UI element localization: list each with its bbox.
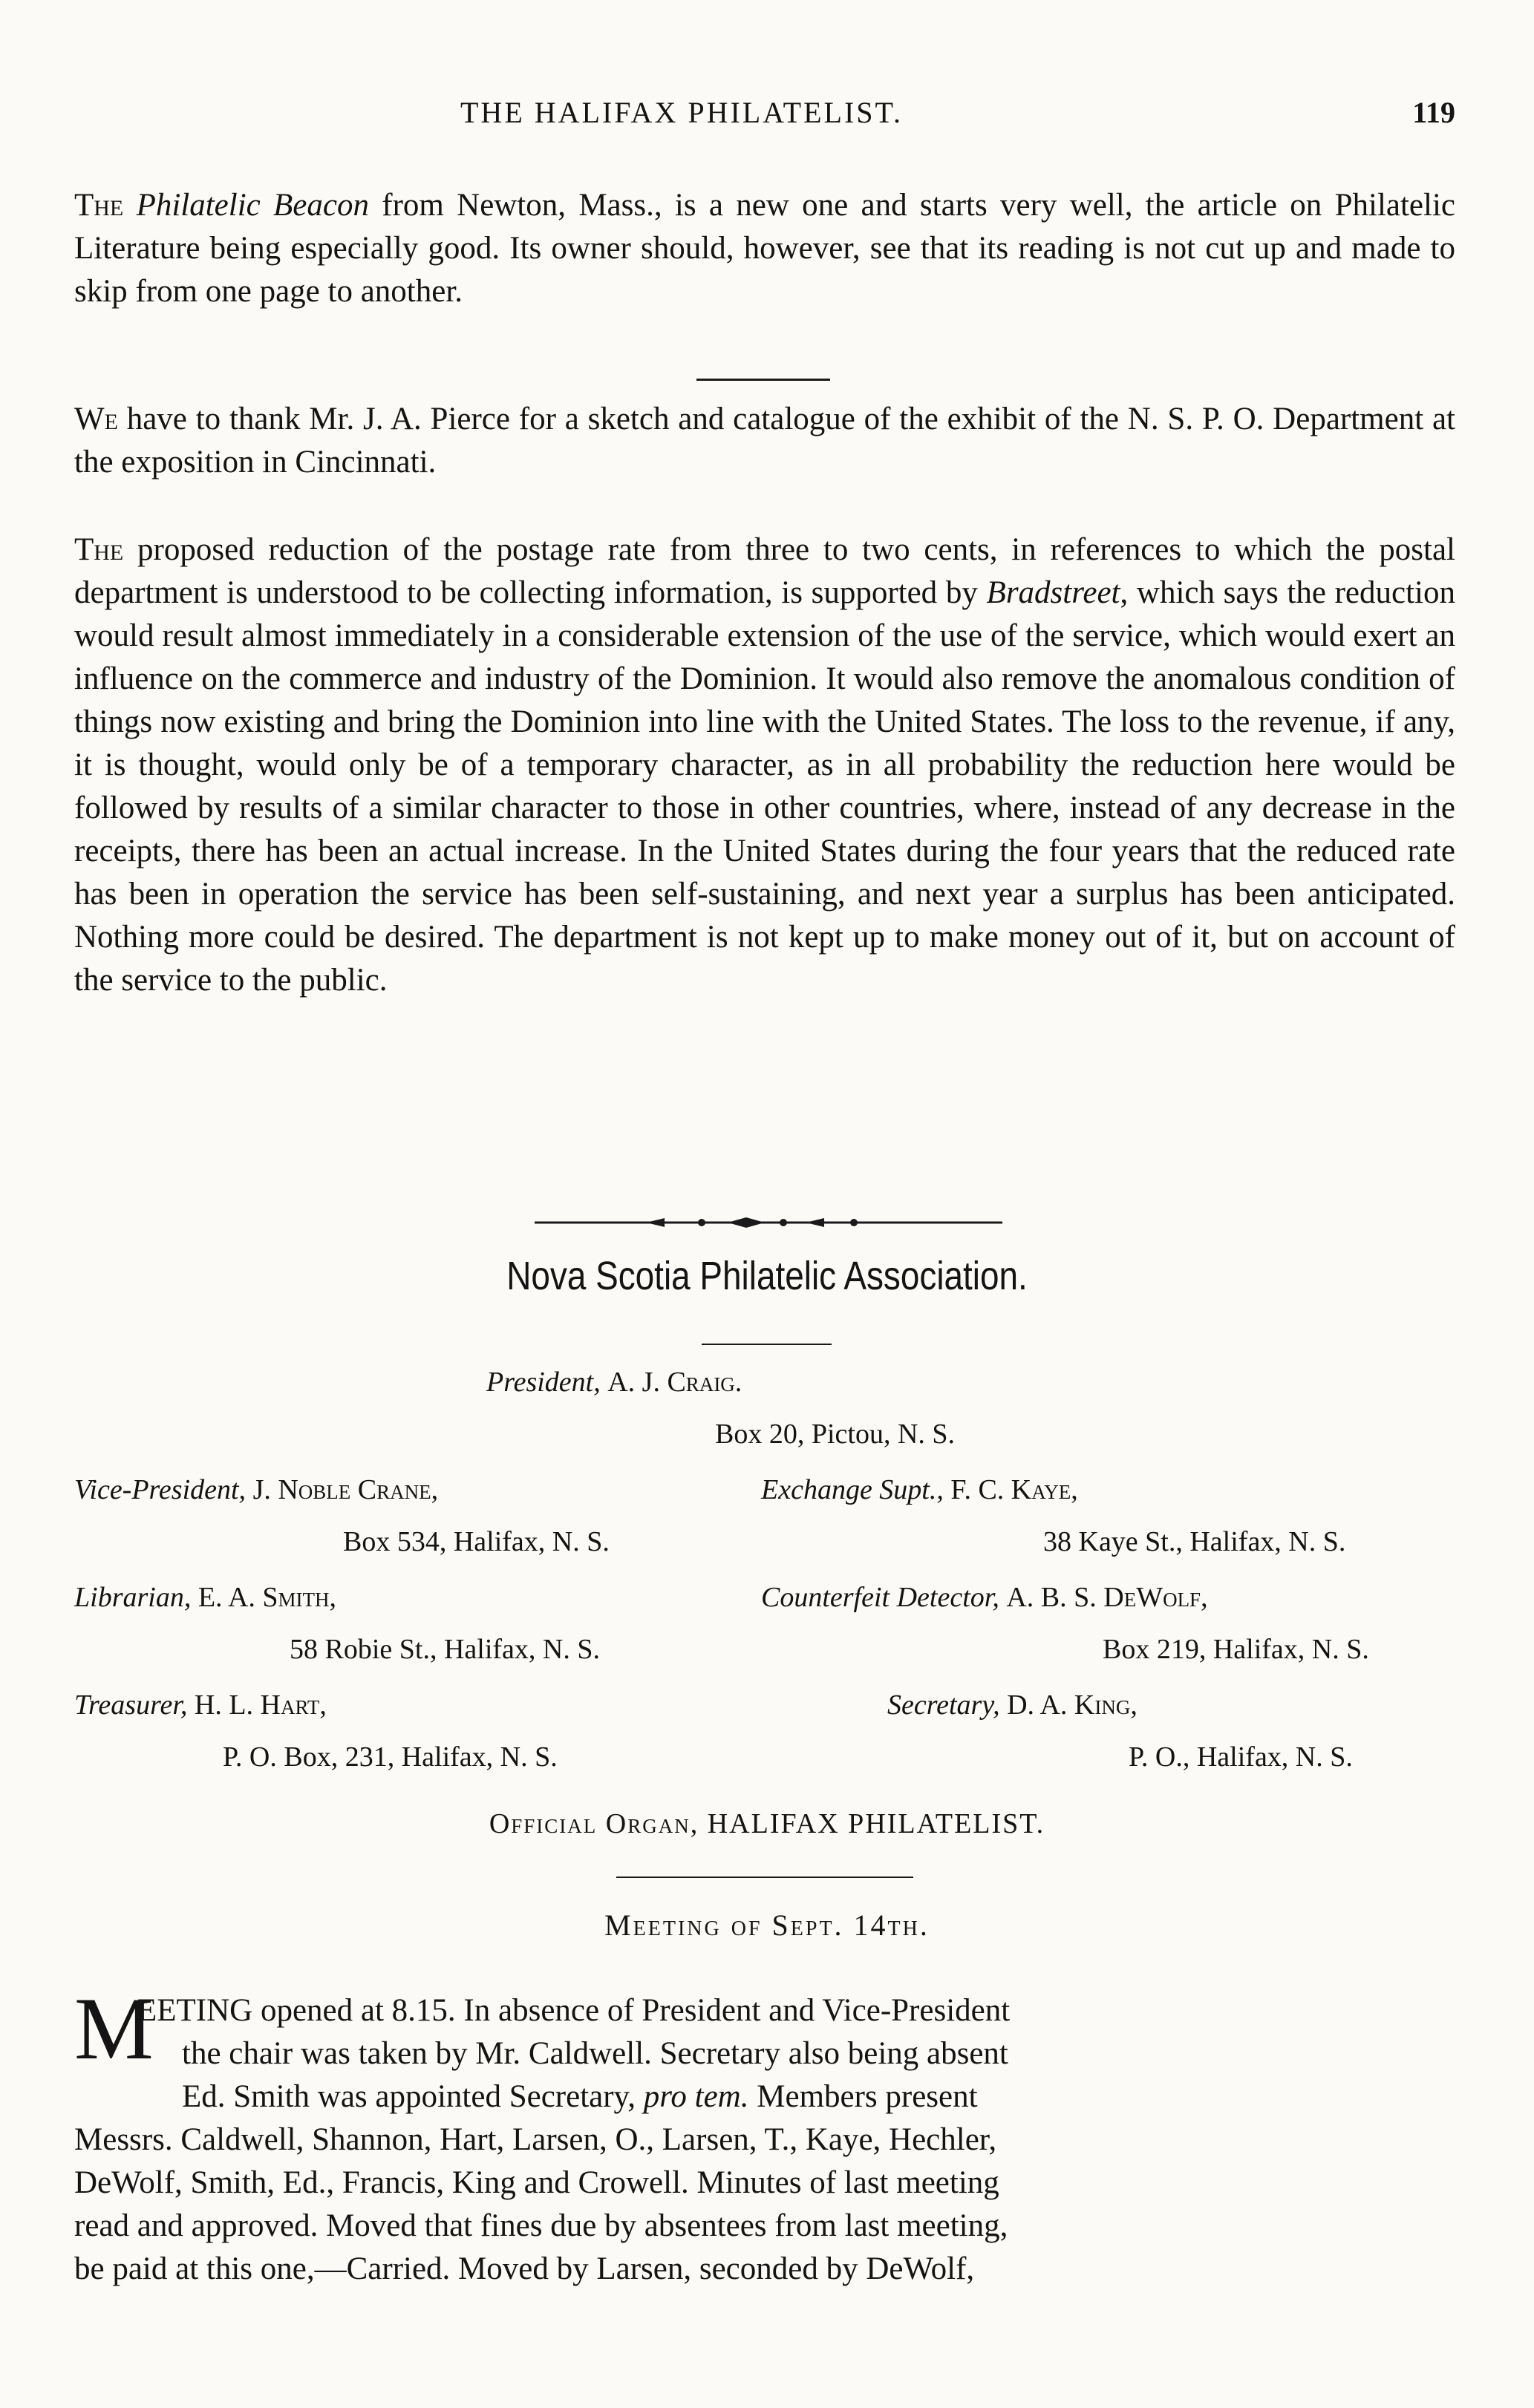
paragraph-text: proposed reduction of the postage rate from three to two cents, in references to which the postal department is understood to be collecting information, is supported by: [74, 532, 1455, 610]
paragraph-lead: We: [74, 402, 118, 436]
meeting-text-line: read and approved. Moved that fines due by absentees from last meeting,: [74, 2208, 1008, 2243]
president-entry: [486, 1366, 742, 1398]
librarian-entry: [74, 1581, 336, 1614]
meeting-text: Ed. Smith was appointed Secretary,: [182, 2079, 644, 2114]
paragraph-pierce-thanks: [74, 398, 1455, 484]
officer-role: President,: [486, 1367, 601, 1398]
paragraph-postage-reduction: [74, 529, 1455, 1002]
source-name: Bradstreet: [986, 575, 1120, 610]
section-divider: [696, 379, 830, 381]
officer-role: Counterfeit Detector,: [761, 1582, 999, 1613]
vice-president-entry: [74, 1473, 438, 1506]
association-title: Nova Scotia Philatelic Association.: [506, 1254, 1028, 1298]
officer-role: Treasurer,: [74, 1689, 188, 1721]
officer-name: A. J. Craig.: [607, 1367, 742, 1398]
page-number: 119: [1412, 96, 1455, 129]
official-organ-value: HALIFAX PHILATELIST.: [707, 1808, 1045, 1839]
vice-president-address: Box 534, Halifax, N. S.: [343, 1526, 610, 1557]
officer-role: Librarian,: [74, 1582, 192, 1613]
paragraph-text: , which says the reduction would result almost immediately in a considerable extension of the use of the service, which would exert an influence on the commerce and industry of the Dominion. It would also remove the anomalous condition of things now existing and bring the Dominion into line with the United States. The loss to the revenue, if any, it is thought, would only be of a temporary character, as in all probability the reduction here would be followed by results of a similar character to those in other countries, where, instead of any decrease in the receipts, there has been an actual increase. In the United States during the four years that the reduced rate has been in operation the service has been self-sustaining, and next year a surplus has been anticipated. Nothing more could be desired. The department is not kept up to make money out of it, but on account of the service to the public.: [74, 575, 1455, 998]
librarian-address: 58 Robie St., Halifax, N. S.: [290, 1634, 600, 1665]
paragraph-lead: The: [74, 532, 124, 567]
pro-tem-text: pro tem.: [643, 2079, 749, 2114]
exchange-supt-address: 38 Kaye St., Halifax, N. S.: [1043, 1526, 1346, 1557]
officer-role: Exchange Supt.,: [761, 1474, 944, 1505]
meeting-text-line: be paid at this one,—Carried. Moved by Larsen, seconded by DeWolf,: [74, 2251, 975, 2286]
treasurer-address: P. O. Box, 231, Halifax, N. S.: [223, 1741, 558, 1773]
paragraph-text: from Newton, Mass., is a new one and starts very well, the article on Philatelic Literature being especially good. Its owner should, however, see that its reading is not cut up and made to skip from one page to another.: [74, 188, 1455, 309]
publication-title: Philatelic Beacon: [136, 188, 369, 223]
section-divider: [616, 1877, 913, 1878]
meeting-text-line: the chair was taken by Mr. Caldwell. Secretary also being absent: [182, 2036, 1008, 2071]
secretary-address: P. O., Halifax, N. S.: [1129, 1741, 1353, 1773]
officer-name: E. A. Smith,: [198, 1582, 337, 1613]
secretary-entry: [887, 1689, 1138, 1721]
officer-role: Vice-President,: [74, 1474, 247, 1505]
meeting-text-line: Messrs. Caldwell, Shannon, Hart, Larsen, O., Larsen, T., Kaye, Hechler,: [74, 2122, 997, 2157]
paragraph-philatelic-beacon: [74, 184, 1455, 313]
drop-cap: M: [74, 1979, 154, 2078]
president-address: Box 20, Pictou, N. S.: [715, 1419, 956, 1450]
meeting-title: Meeting of Sept. 14th.: [604, 1908, 930, 1942]
officer-name: H. L. Hart,: [194, 1689, 327, 1721]
officer-name: A. B. S. DeWolf,: [1006, 1582, 1208, 1613]
exchange-supt-entry: [761, 1473, 1078, 1506]
counterfeit-detector-address: Box 219, Halifax, N. S.: [1103, 1634, 1369, 1665]
meeting-text-line: EETING opened at 8.15. In absence of President and Vice-President: [137, 1993, 1011, 2028]
treasurer-entry: [74, 1689, 327, 1721]
running-title: THE HALIFAX PHILATELIST.: [460, 96, 904, 129]
officer-name: D. A. King,: [1007, 1689, 1138, 1721]
meeting-text-line: [182, 2075, 978, 2119]
counterfeit-detector-entry: [761, 1581, 1208, 1614]
ornamental-divider: [535, 1215, 1002, 1230]
paragraph-text: have to thank Mr. J. A. Pierce for a sketch and catalogue of the exhibit of the N. S. P. O. Department at the exposition in Cincinnati.: [74, 402, 1455, 480]
meeting-text-line: DeWolf, Smith, Ed., Francis, King and Crowell. Minutes of last meeting: [74, 2165, 999, 2200]
meeting-text: Members present: [748, 2079, 978, 2114]
official-organ-line: [0, 1807, 1534, 1840]
official-organ-label: Official Organ,: [489, 1808, 699, 1839]
officer-name: F. C. Kaye,: [950, 1474, 1078, 1505]
short-divider: [702, 1344, 832, 1345]
officer-name: J. Noble Crane,: [252, 1474, 439, 1505]
officer-role: Secretary,: [887, 1689, 1000, 1721]
paragraph-lead: The: [74, 188, 124, 223]
running-head: [74, 95, 1470, 140]
